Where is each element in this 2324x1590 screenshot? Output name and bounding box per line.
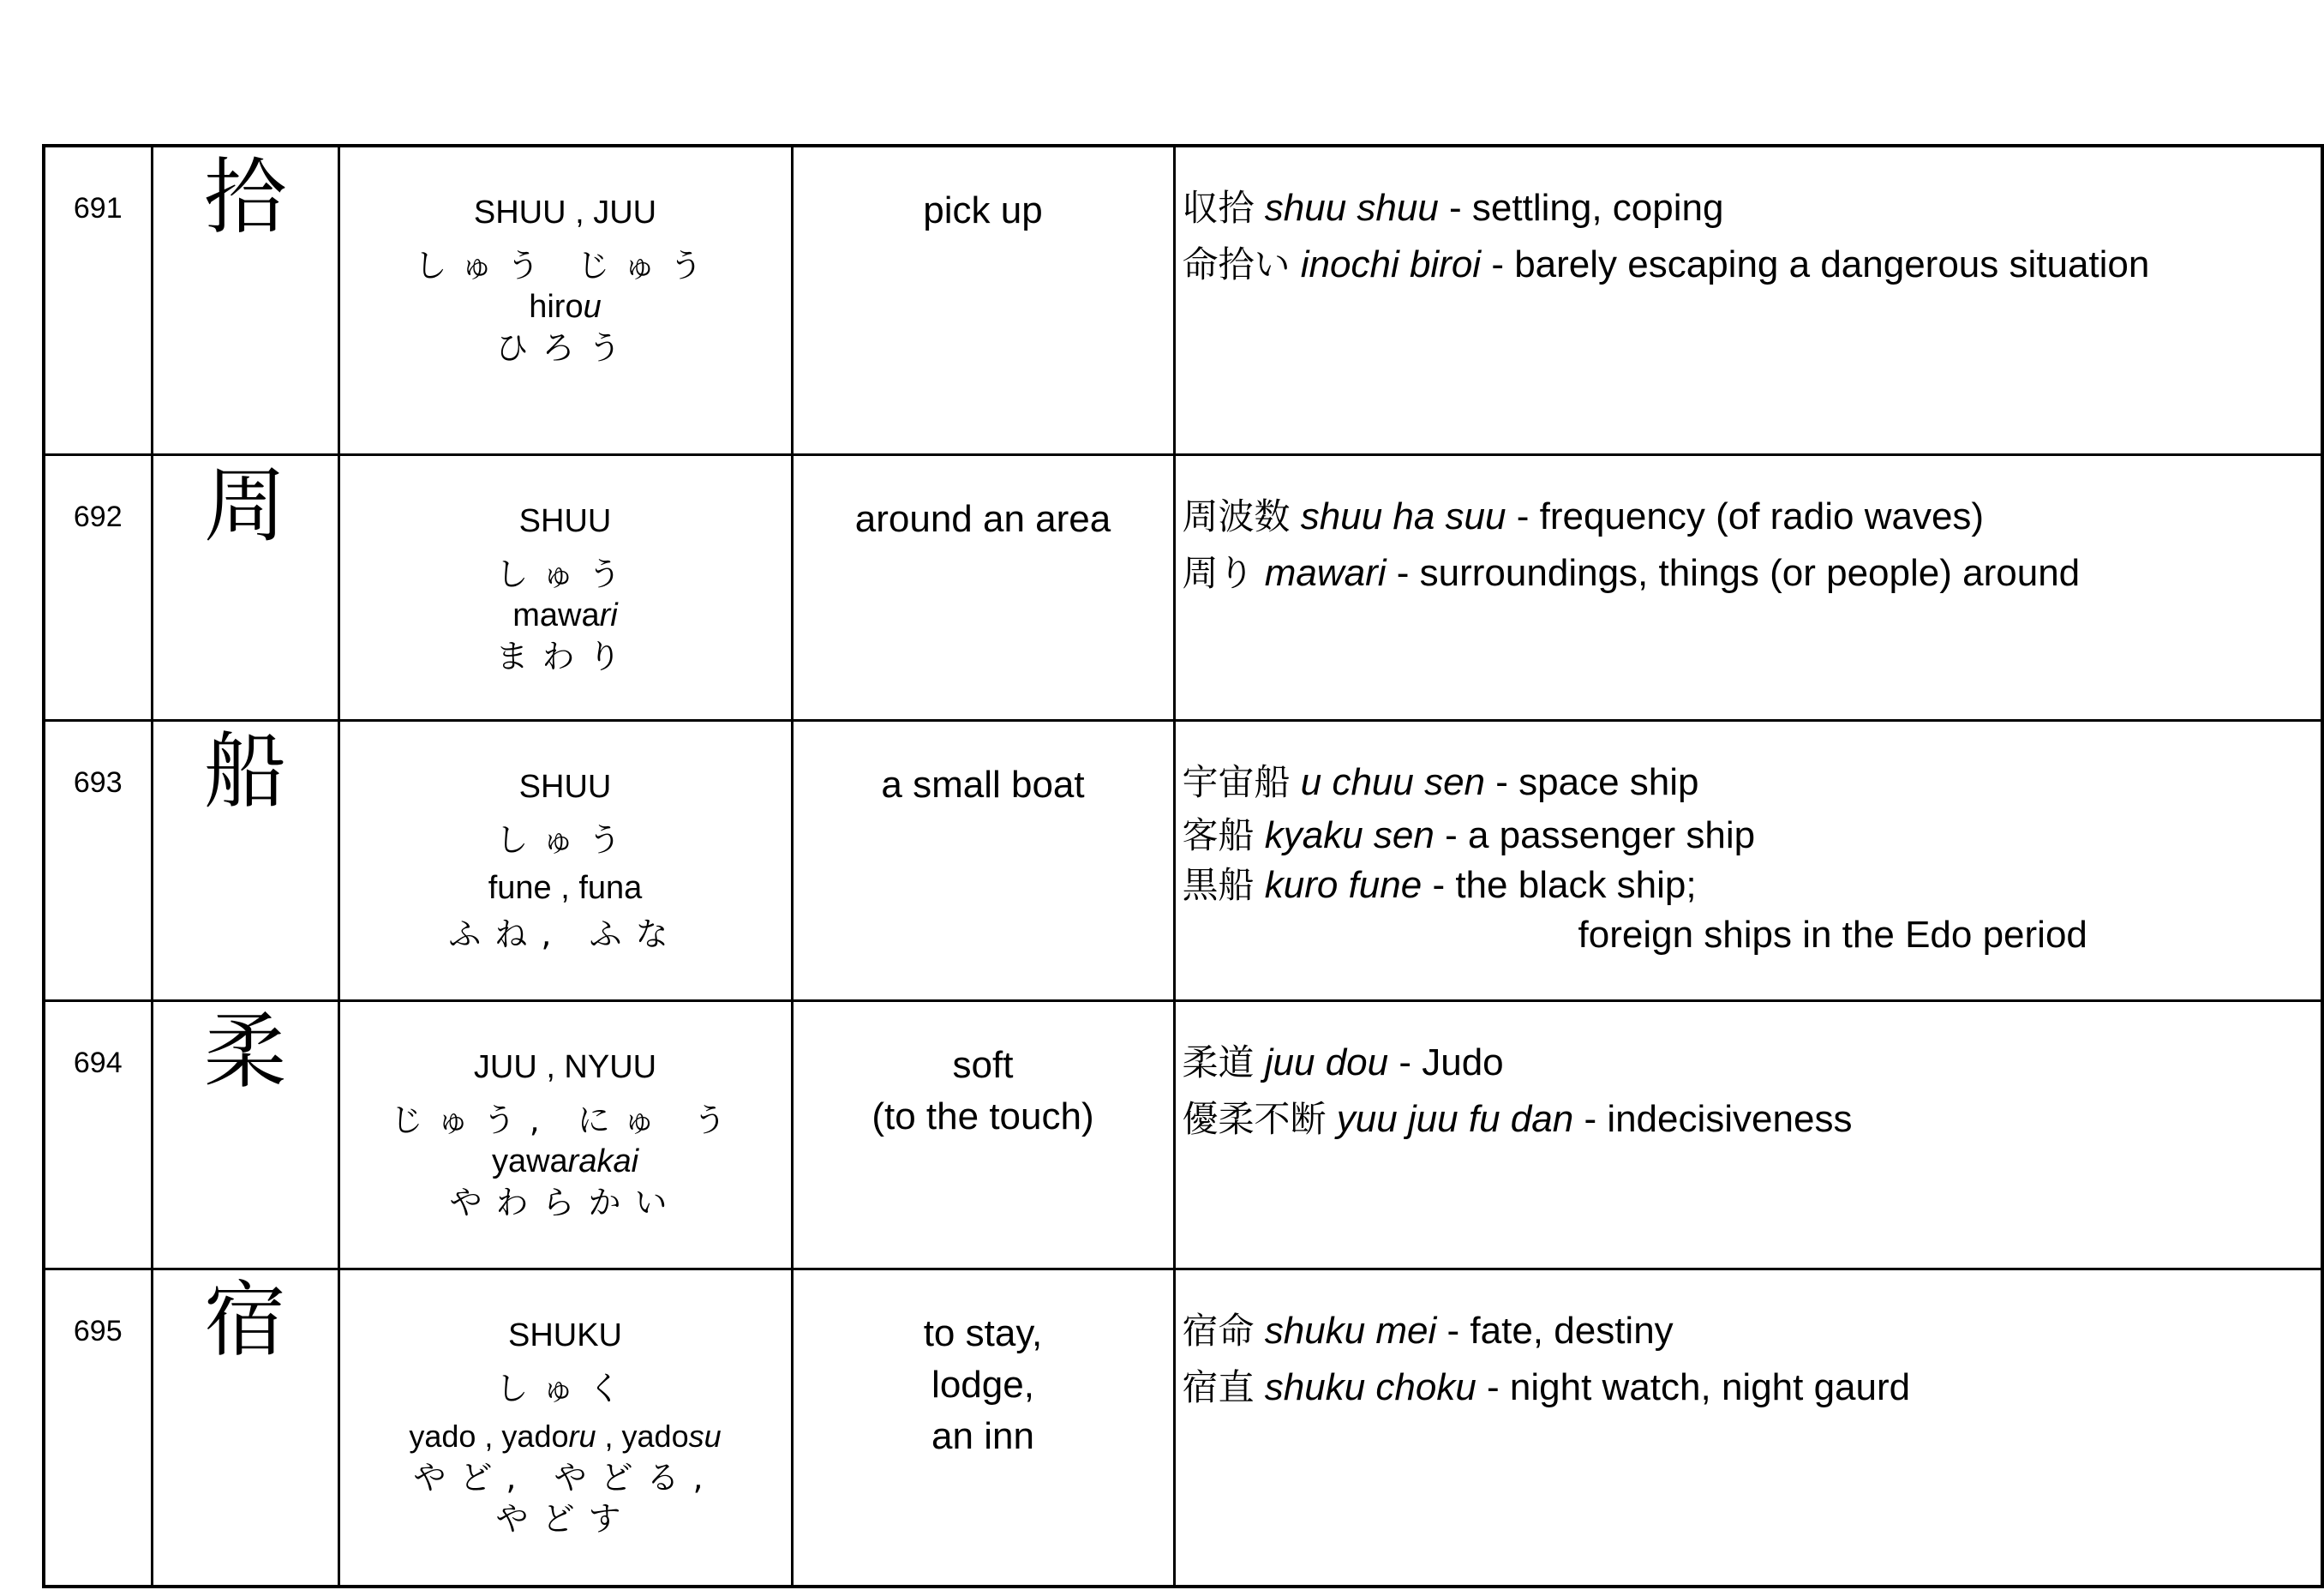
kun-reading-stem: mawa (512, 597, 600, 633)
on-reading-kana: じゅう, にゅ う (390, 1101, 740, 1139)
meaning-line: soft (952, 1043, 1014, 1086)
example-kanji: 客船 (1182, 813, 1255, 856)
meaning-cell (792, 146, 1174, 454)
kun-reading-stem: fune , funa (488, 869, 643, 906)
kanji-row-694 (44, 1000, 2322, 1269)
kun-reading-kana-line2: やどす (495, 1499, 635, 1538)
kun-reading-kana: ひろう (495, 329, 635, 367)
example-gloss: - space ship (1495, 760, 1699, 803)
entry-number: 694 (44, 1000, 152, 1269)
example-kanji: 命拾い (1182, 243, 1291, 285)
example-item (1183, 1359, 2321, 1416)
kun-reading (340, 1416, 791, 1457)
on-reading: JUU , NYUU (473, 1048, 657, 1085)
example-romaji: u chuu sen (1300, 760, 1486, 803)
example-romaji: inochi biroi (1300, 243, 1482, 285)
on-reading-kana: しゅう じゅう (414, 247, 716, 285)
example-kanji: 宇宙船 (1182, 760, 1291, 803)
meaning-line: pick up (923, 189, 1043, 231)
meaning-line: around an area (854, 497, 1111, 540)
example-romaji: juu dou (1264, 1041, 1389, 1083)
example-romaji: kuro fune (1264, 863, 1423, 906)
meaning-cell (792, 1000, 1174, 1269)
kanji-character: 柔 (152, 1000, 338, 1269)
readings-cell (338, 1000, 792, 1269)
example-kanji: 宿直 (1182, 1365, 1255, 1408)
kun-reading-okurigana: u (583, 289, 602, 325)
kanji-character: 宿 (152, 1269, 338, 1587)
example-gloss: - fate, destiny (1447, 1309, 1674, 1352)
kanji-character: 船 (152, 720, 338, 1000)
examples-cell (1174, 720, 2322, 1000)
kun-reading-okurigana: ru (568, 1418, 596, 1454)
example-gloss: - frequency (of radio waves) (1516, 495, 1985, 537)
example-romaji: yuu juu fu dan (1336, 1097, 1574, 1140)
meaning-cell (792, 1269, 1174, 1587)
example-item (1183, 1091, 2321, 1148)
example-kanji: 周波数 (1182, 495, 1291, 537)
example-gloss: - the black ship; (1432, 863, 1697, 906)
examples-cell (1174, 146, 2322, 454)
example-item (1183, 545, 2321, 602)
meaning-line: a small boat (881, 763, 1085, 806)
example-item (1183, 861, 2321, 910)
example-gloss: - surroundings, things (or people) around (1396, 551, 2081, 594)
example-kanji: 宿命 (1182, 1309, 1255, 1352)
example-romaji: shuu ha suu (1300, 495, 1506, 537)
on-reading-kana: しゅう (495, 820, 635, 859)
example-gloss: - barely escaping a dangerous situation (1491, 243, 2150, 285)
kanji-row-692 (44, 454, 2322, 720)
example-kanji: 優柔不断 (1182, 1097, 1327, 1140)
kun-reading-okurigana: rakai (567, 1143, 639, 1179)
example-continuation: foreign ships in the Edo period (1578, 913, 2087, 956)
examples-cell (1174, 1000, 2322, 1269)
example-kanji: 柔道 (1182, 1041, 1255, 1083)
on-reading: SHUKU (507, 1317, 623, 1353)
kun-reading (340, 595, 791, 636)
kun-reading-okurigana: su (688, 1418, 722, 1454)
on-reading: SHUU (518, 502, 612, 539)
kun-reading-part: yado , yado (409, 1418, 569, 1454)
example-kanji: 周り (1182, 551, 1255, 594)
kun-reading (340, 1141, 791, 1182)
meaning-cell (792, 720, 1174, 1000)
example-gloss: - night watch, night gaurd (1487, 1365, 1911, 1408)
example-item (1183, 1035, 2321, 1091)
example-item (1183, 754, 2321, 811)
example-kanji: 黒船 (1182, 863, 1255, 906)
example-item (1183, 1303, 2321, 1359)
on-reading-kana: しゅう (495, 555, 635, 593)
kun-reading-part: , yado (596, 1418, 689, 1454)
kun-reading-stem: yawa (491, 1143, 568, 1179)
example-romaji: mawari (1264, 551, 1387, 594)
example-item (1183, 489, 2321, 545)
example-item (1183, 811, 2321, 861)
examples-cell (1174, 454, 2322, 720)
on-reading: SHUU (518, 768, 612, 805)
readings-cell (338, 146, 792, 454)
meaning-cell (792, 454, 1174, 720)
meaning-line: an inn (931, 1414, 1034, 1457)
kanji-character: 周 (152, 454, 338, 720)
kanji-character: 拾 (152, 146, 338, 454)
meaning-line: (to the touch) (872, 1095, 1094, 1137)
kanji-table (42, 144, 2324, 1588)
example-gloss: - a passenger ship (1445, 813, 1756, 856)
on-reading-kana: しゅく (495, 1369, 635, 1407)
example-kanji: 収拾 (1182, 187, 1255, 229)
kanji-row-691 (44, 146, 2322, 454)
example-gloss: - Judo (1399, 1041, 1504, 1083)
kun-reading (340, 286, 791, 327)
kun-reading-okurigana: ri (599, 597, 618, 633)
entry-number: 692 (44, 454, 152, 720)
entry-number: 695 (44, 1269, 152, 1587)
kun-reading-kana: まわり (495, 637, 635, 675)
entry-number: 691 (44, 146, 152, 454)
meaning-line: to stay, (923, 1311, 1043, 1354)
kun-reading-stem: hiro (529, 289, 584, 325)
entry-number: 693 (44, 720, 152, 1000)
examples-cell (1174, 1269, 2322, 1587)
example-romaji: kyaku sen (1264, 813, 1435, 856)
kanji-row-693 (44, 720, 2322, 1000)
example-romaji: shuku choku (1264, 1365, 1476, 1408)
example-item (1183, 237, 2321, 293)
example-item (1183, 180, 2321, 237)
kun-reading-kana: やわらかい (449, 1183, 681, 1221)
readings-cell (338, 454, 792, 720)
meaning-line: lodge, (931, 1363, 1034, 1406)
readings-cell (338, 1269, 792, 1587)
example-gloss: - settling, coping (1449, 187, 1724, 229)
example-romaji: shuku mei (1264, 1309, 1437, 1352)
kun-reading-kana: やど, やどる, (413, 1458, 717, 1497)
example-gloss: - indecisiveness (1584, 1097, 1853, 1140)
kanji-row-695 (44, 1269, 2322, 1587)
kun-reading-kana: ふね, ふな (448, 915, 682, 953)
on-reading: SHUU , JUU (473, 195, 657, 231)
readings-cell (338, 720, 792, 1000)
kun-reading (340, 867, 791, 909)
example-romaji: shuu shuu (1264, 187, 1439, 229)
